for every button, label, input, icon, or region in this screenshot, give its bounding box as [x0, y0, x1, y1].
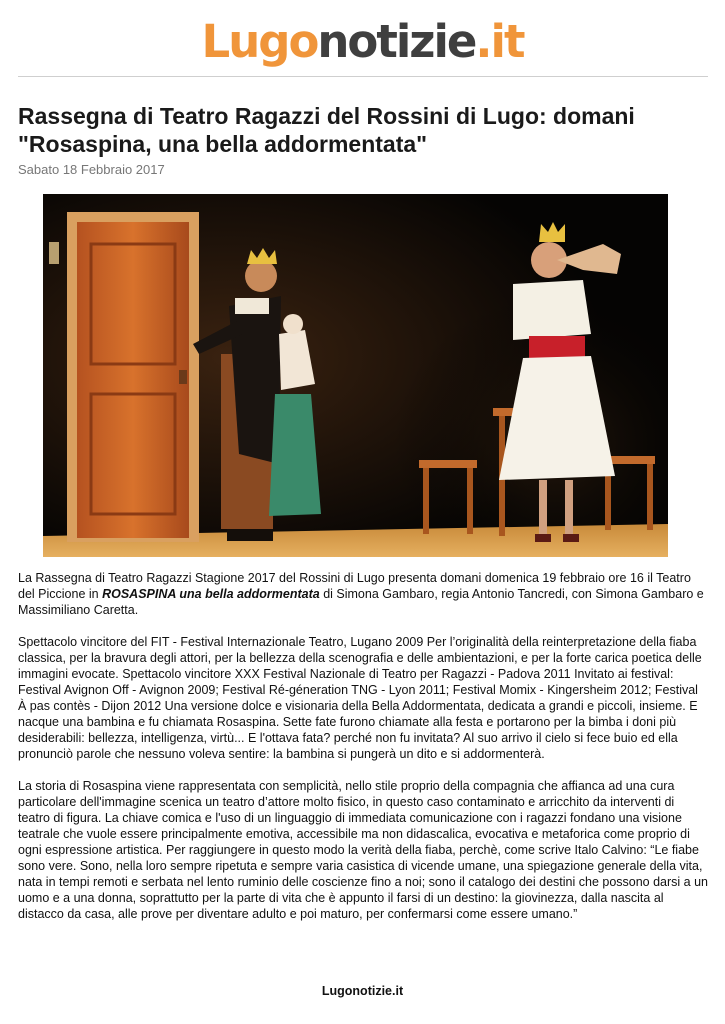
masthead	[0, 14, 725, 70]
paragraph-1-intro: La Rassegna di Teatro Ragazzi Stagione 2017 del Rossini di Lugo presenta domani domenica 19 febbraio ore 16 il Teatro del Piccione in	[18, 571, 691, 601]
article-photo	[43, 194, 668, 557]
logo-part-lugo: Lugo	[201, 15, 318, 68]
article-paragraph-3: La storia di Rosaspina viene rappresentata con semplicità, nello stile proprio della compagnia che affianca ad una cura particolare dell'immagine scenica un teatro d’attore molto fisico, in questo caso contaminato e arricchito da interventi di teatro di figura. La chiave comica e l'uso di un linguaggio di immediata comunicazione con i ragazzi fondano una visione teatrale che vuole essere principalmente emotiva, accessibile ma non didascalica, evocativa e metaforica come proprio di ogni espressione artistica. Per raggiungere in questo modo la verità della fiaba, perchè, come scrive Italo Calvino: “Le fiabe sono vere. Sono, nella loro sempre ripetuta e sempre varia casistica di vicende umane, una spiegazione generale della vita, nata in tempi remoti e serbata nel lento ruminio delle coscienze fino a noi; sono il catalogo dei destini che possono darsi a un uomo e a una donna, soprattutto per la parte di vita che è appunto il farsi di un destino: la giovinezza, dalla nascita al distacco da casa, alle prove per diventare adulto e poi maturo, per confermarsi come essere umano.”	[18, 779, 708, 921]
article-body	[18, 570, 708, 938]
show-title-emphasis: ROSASPINA una bella addormentata	[102, 587, 320, 601]
stage-scene-illustration	[43, 194, 668, 557]
article-date: Sabato 18 Febbraio 2017	[18, 162, 165, 177]
site-logo[interactable]	[202, 14, 524, 70]
article-title: Rassegna di Teatro Ragazzi del Rossini di Lugo: domani "Rosaspina, una bella addormentata"	[18, 103, 635, 157]
article-paragraph-1	[18, 570, 708, 618]
header-divider	[18, 76, 708, 77]
logo-part-notizie: notizie	[317, 15, 476, 68]
paragraph-1-credits: di Simona Gambaro, regia Antonio Tancredi, con Simona Gambaro e Massimiliano Caretta.	[18, 587, 704, 617]
logo-part-tld: .it	[475, 15, 524, 68]
footer-site-name[interactable]: Lugonotizie.it	[321, 984, 404, 998]
article-paragraph-2: Spettacolo vincitore del FIT - Festival Internazionale Teatro, Lugano 2009 Per l’originalità della reinterpretazione della fiaba classica, per la bravura degli attori, per la bellezza della scenografia e delle ambientazioni, e per la forte carica poetica delle immagini evocate. Spettacolo vincitore XXX Festival Nazionale di Teatro per Ragazzi - Padova 2011 Invitato ai festival: Festival Avignon Off - Avignon 2009; Festival Ré-géneration TNG - Lyon 2011; Festival Momix - Kingersheim 2012; Festival À pas contès - Dijon 2012 Una versione dolce e visionaria della Bella Addormentata, dedicata a grandi e piccoli, insieme. E nacque una bambina e fu chiamata Rosaspina. Sette fate furono chiamate alla festa e portarono per la bimba i doni più desiderabili: bellezza, intelligenza, virtù... E l'ottava fata? perché non fu invitata? Al suo arrivo il cielo si fece buio ed ella pronunciò parole che nessuno voleva sentire: la bambina si pungerà un dito e si addormenterà.	[18, 635, 702, 761]
